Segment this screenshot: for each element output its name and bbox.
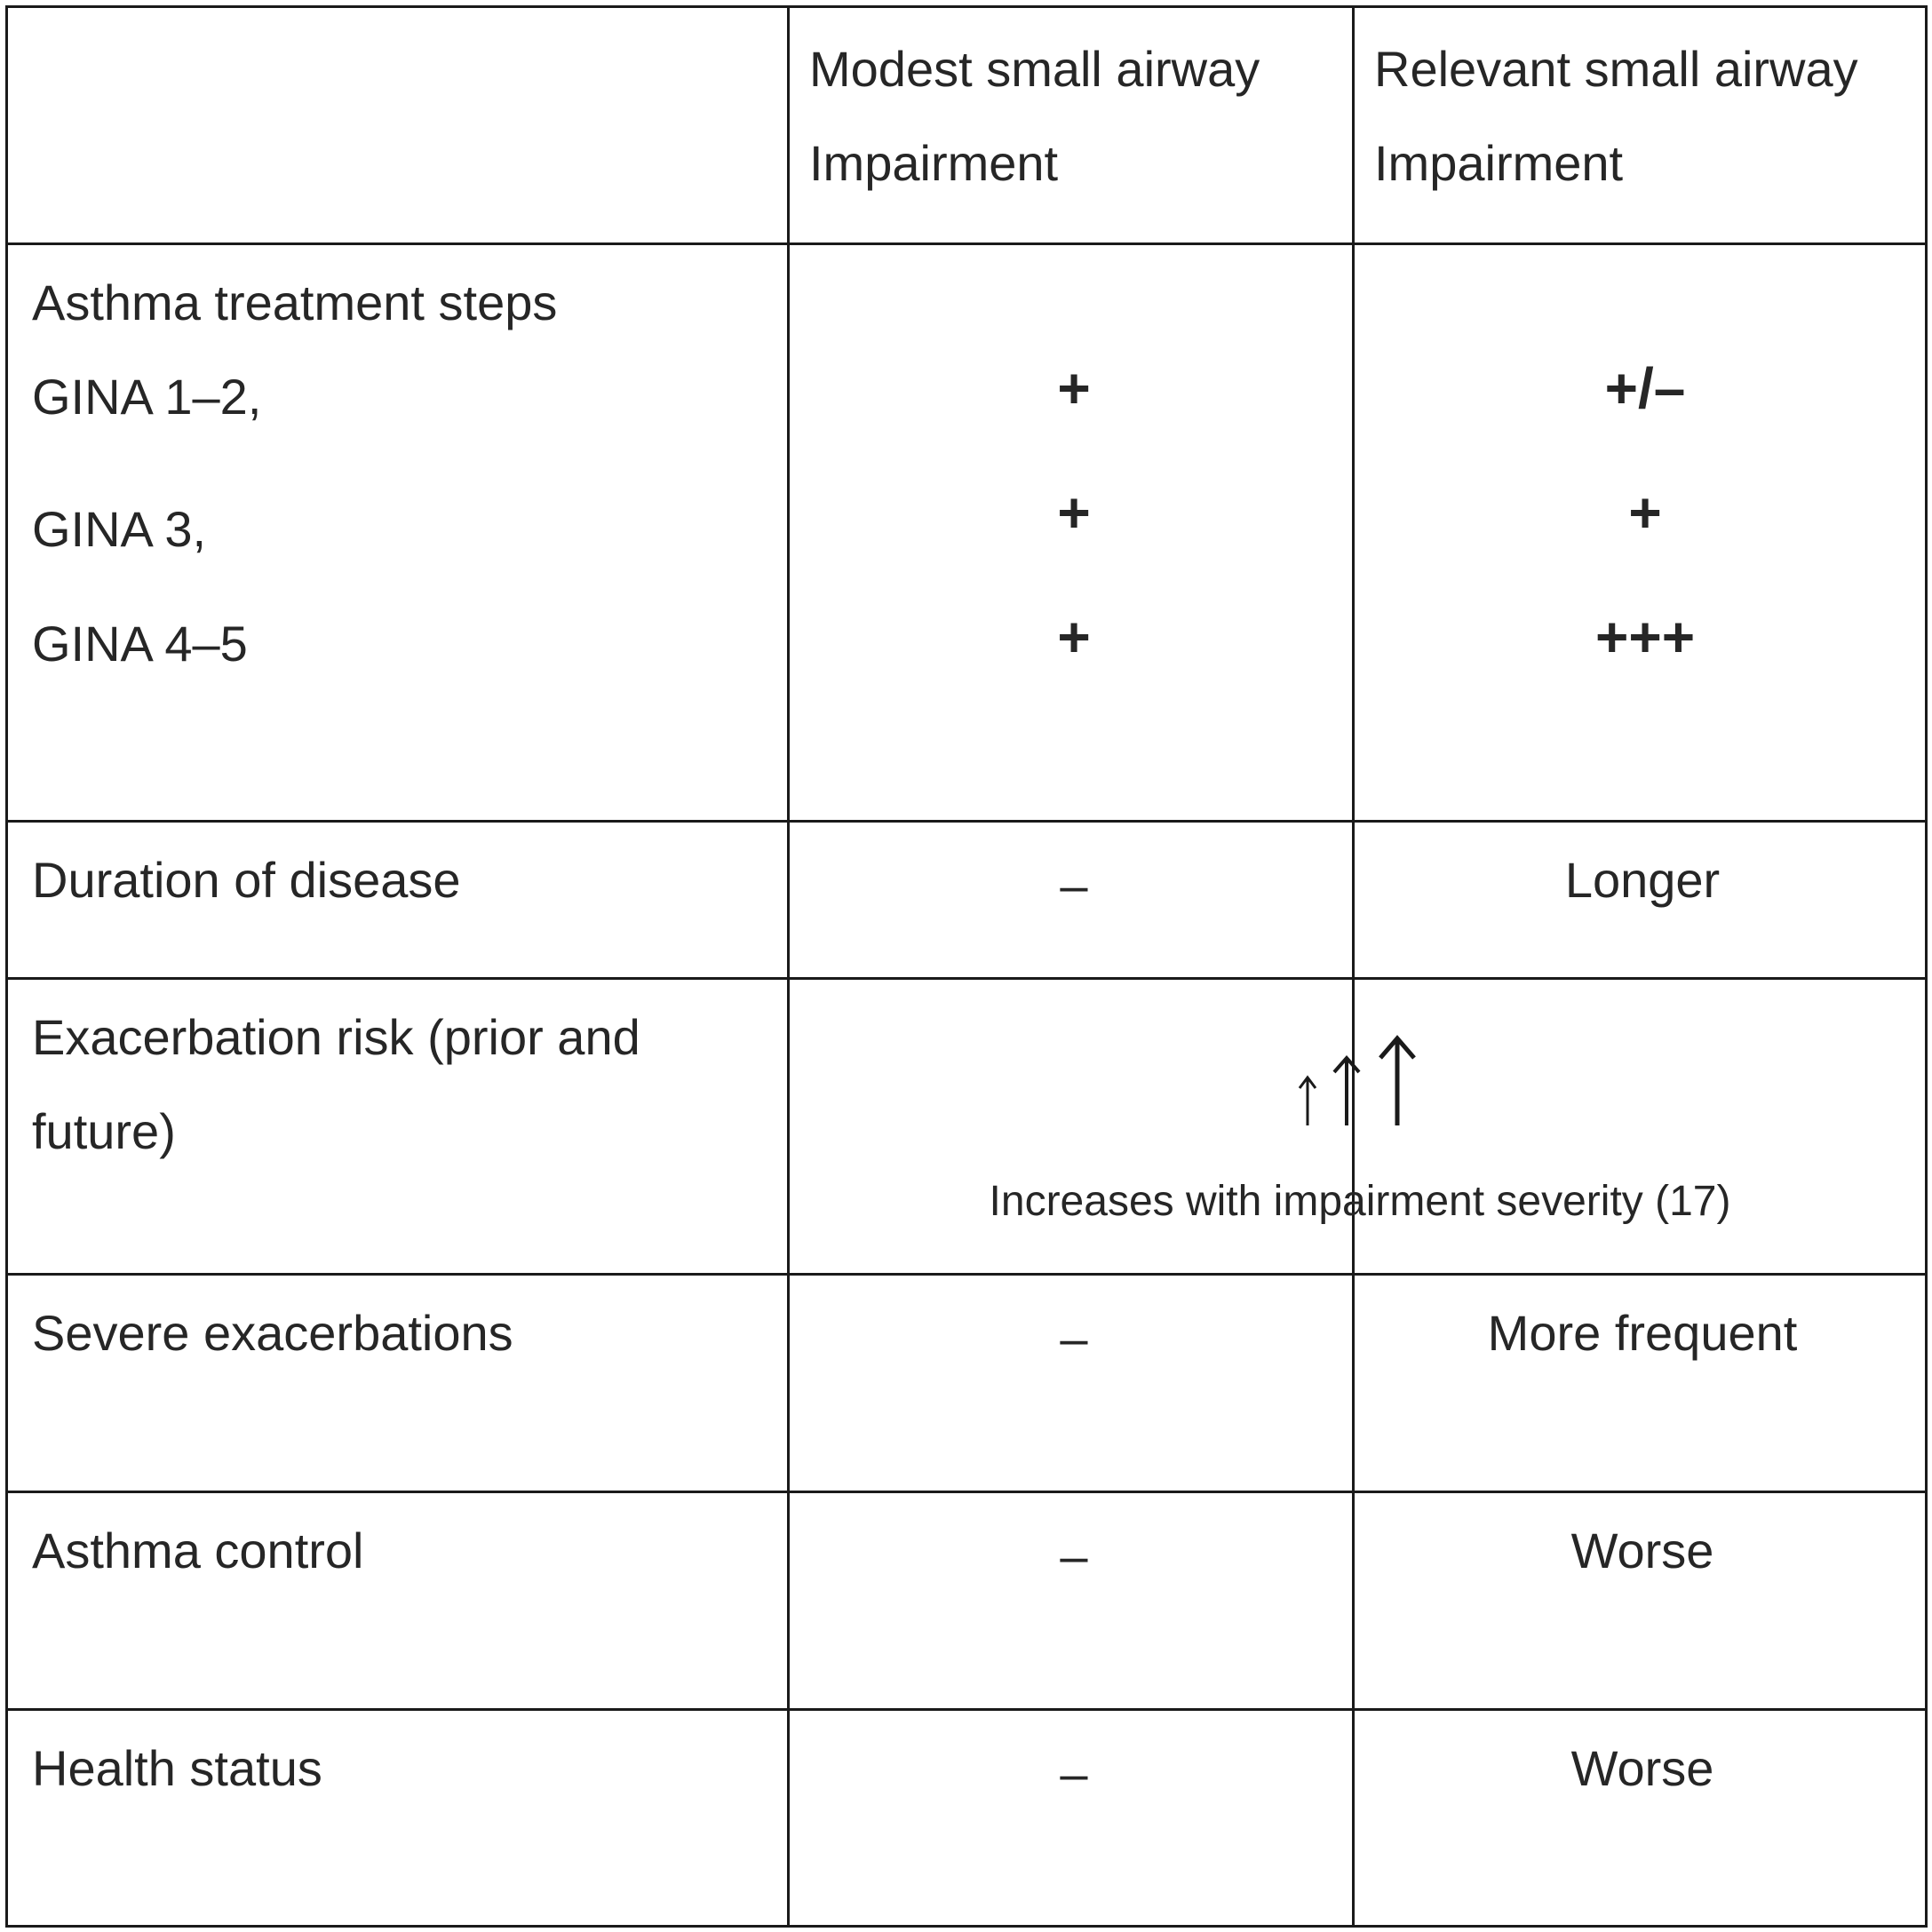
duration-modest-value: – <box>1060 857 1088 913</box>
row-divider <box>8 977 1925 980</box>
relevant-step-value: +++ <box>1594 605 1696 669</box>
step-label: GINA 4–5 <box>32 616 248 672</box>
column-divider <box>787 8 790 1925</box>
relevant-step-value: +/– <box>1604 356 1686 420</box>
modest-step-value: + <box>1057 481 1091 545</box>
row-divider <box>8 1491 1925 1493</box>
exacerbation-note: Increases with impairment severity (17) <box>989 1178 1731 1225</box>
health-relevant-value: Worse <box>1570 1740 1714 1796</box>
row-divider <box>8 820 1925 823</box>
row-label-exacerbation-line1: Exacerbation risk (prior and <box>32 1009 640 1065</box>
arrow-up-medium-icon <box>1331 1054 1363 1127</box>
header-relevant-line1: Relevant small airway <box>1374 41 1858 97</box>
increasing-arrows <box>1234 1030 1483 1127</box>
row-label-treatment: Asthma treatment steps <box>32 274 558 330</box>
relevant-step-value: + <box>1628 481 1662 545</box>
row-label-duration: Duration of disease <box>32 852 461 908</box>
arrow-up-small-icon <box>1297 1074 1318 1127</box>
header-modest-line2: Impairment <box>809 135 1059 191</box>
header-modest-line1: Modest small airway <box>809 41 1260 97</box>
duration-relevant-value: Longer <box>1564 852 1721 908</box>
row-label-health: Health status <box>32 1740 322 1796</box>
severe-relevant-value: More frequent <box>1487 1305 1798 1361</box>
health-modest-value: – <box>1060 1745 1088 1801</box>
severe-modest-value: – <box>1060 1310 1088 1366</box>
step-label: GINA 3, <box>32 501 207 557</box>
comparison-table <box>5 5 1928 1928</box>
row-label-severe: Severe exacerbations <box>32 1305 513 1361</box>
row-label-control: Asthma control <box>32 1523 364 1578</box>
step-label: GINA 1–2, <box>32 369 262 425</box>
row-label-exacerbation-line2: future) <box>32 1103 176 1159</box>
row-divider <box>8 1708 1925 1711</box>
arrow-up-large-icon <box>1375 1035 1419 1127</box>
modest-step-value: + <box>1057 356 1091 420</box>
control-relevant-value: Worse <box>1570 1523 1714 1578</box>
modest-step-value: + <box>1057 605 1091 669</box>
row-divider <box>8 1273 1925 1276</box>
row-divider <box>8 242 1925 245</box>
control-modest-value: – <box>1060 1528 1088 1584</box>
header-relevant-line2: Impairment <box>1374 135 1624 191</box>
